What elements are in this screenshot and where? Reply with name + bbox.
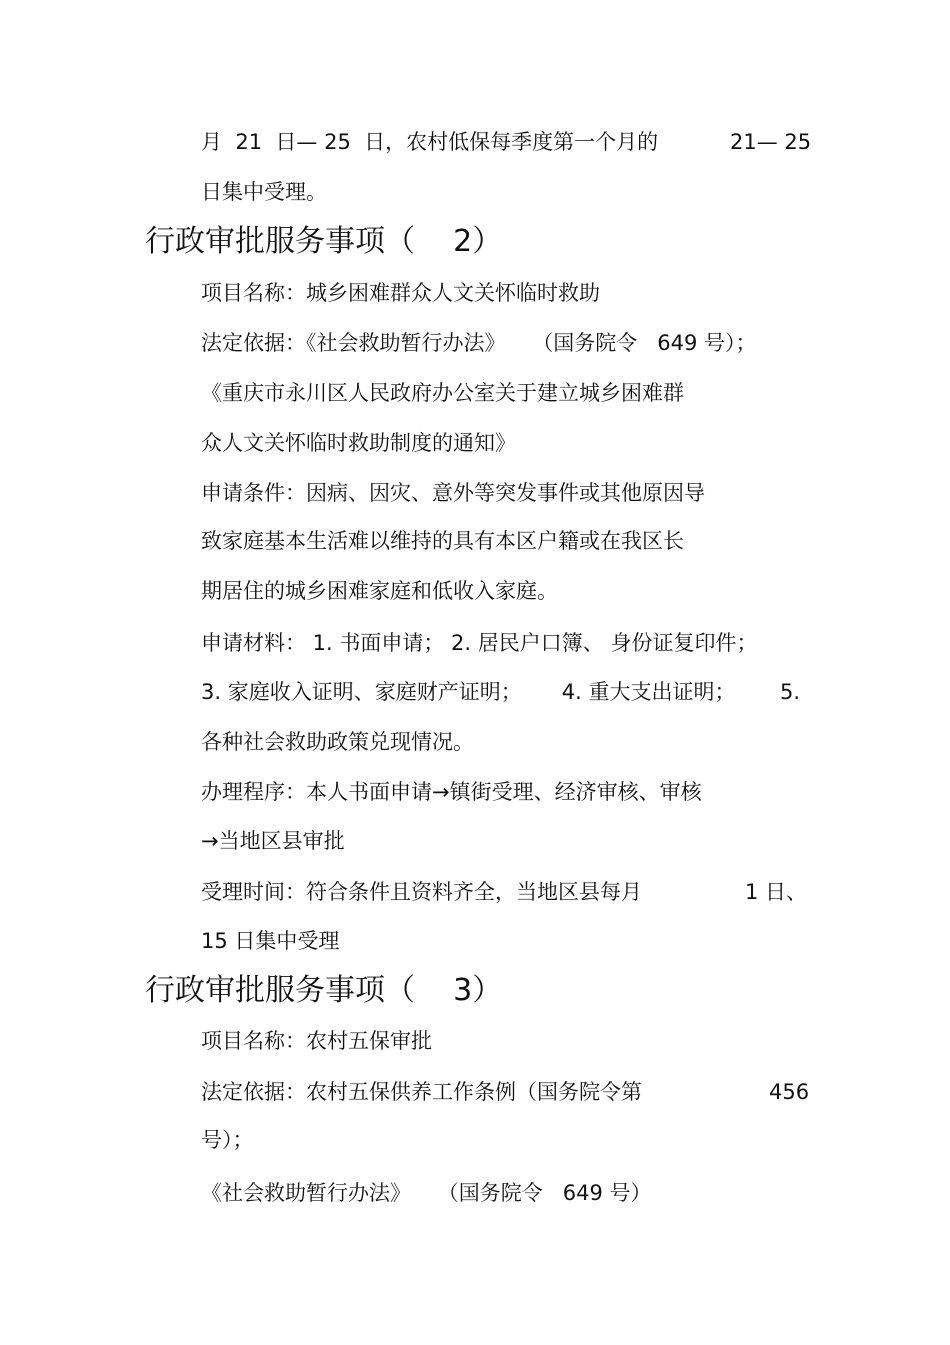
section-2-time-line-1-tail: 1 日、 — [745, 880, 808, 904]
intro-line-2: 日集中受理。 — [201, 180, 327, 204]
section-2-materials-line-2-tail: 5. — [780, 680, 801, 704]
section-3-project-name: 项目名称：农村五保审批 — [201, 1029, 432, 1053]
section-3-heading: 行政审批服务事项（ 3） — [145, 973, 503, 1008]
section-2-legal-basis-line-2: 《重庆市永川区人民政府办公室关于建立城乡困难群 — [201, 381, 684, 405]
section-3-legal-basis-line-2: 号）； — [201, 1128, 254, 1152]
section-3-legal-basis-line-1: 法定依据：农村五保供养工作条例（国务院令第 — [201, 1080, 642, 1104]
section-3-legal-basis-line-3: 《社会救助暂行办法》 （国务院令 649 号） — [201, 1181, 652, 1205]
section-3-legal-basis-line-1-tail: 456 — [769, 1080, 810, 1104]
intro-line-1: 月 21 日— 25 日，农村低保每季度第一个月的 — [201, 130, 659, 154]
section-2-materials-line-2: 3. 家庭收入证明、家庭财产证明； 4. 重大支出证明； — [201, 680, 736, 704]
section-2-conditions-line-2: 致家庭基本生活难以维持的具有本区户籍或在我区长 — [201, 529, 684, 553]
section-2-materials-line-1: 申请材料： 1. 书面申请； 2. 居民户口簿、 身份证复印件； — [201, 631, 758, 655]
section-2-legal-basis-line-3: 众人文关怀临时救助制度的通知》 — [201, 431, 516, 455]
section-2-time-line-1: 受理时间：符合条件且资料齐全，当地区县每月 — [201, 880, 642, 904]
section-2-conditions-line-1: 申请条件：因病、因灾、意外等突发事件或其他原因导 — [201, 481, 705, 505]
section-2-conditions-line-3: 期居住的城乡困难家庭和低收入家庭。 — [201, 579, 558, 603]
section-2-legal-basis-line-1: 法定依据：《社会救助暂行办法》 （国务院令 649 号）； — [201, 331, 757, 355]
section-2-materials-line-3: 各种社会救助政策兑现情况。 — [201, 730, 474, 754]
section-2-heading: 行政审批服务事项（ 2） — [145, 224, 503, 259]
intro-line-1-tail: 21— 25 — [730, 130, 812, 154]
section-2-project-name: 项目名称：城乡困难群众人文关怀临时救助 — [201, 281, 600, 305]
section-2-time-line-2: 15 日集中受理 — [201, 929, 340, 953]
section-2-procedure-line-1: 办理程序：本人书面申请→镇街受理、经济审核、审核 — [201, 780, 702, 804]
section-2-procedure-line-2: →当地区县审批 — [201, 829, 345, 853]
